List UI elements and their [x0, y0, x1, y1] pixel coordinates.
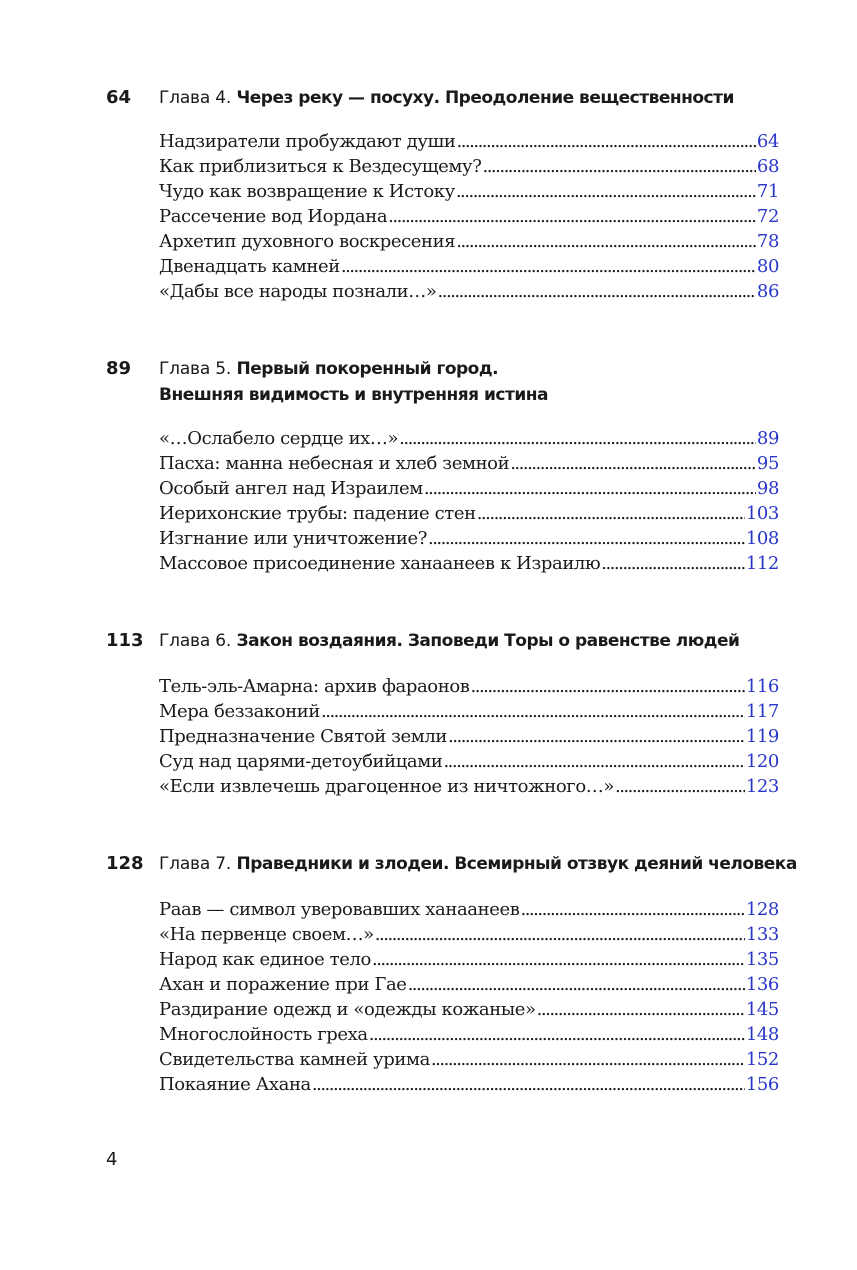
- toc-entry-page[interactable]: 145: [745, 999, 779, 1020]
- toc-entry-page[interactable]: 95: [756, 453, 779, 474]
- toc-entry-title: Архетип духовного воскресения: [159, 231, 456, 252]
- toc-entry[interactable]: [159, 947, 779, 972]
- toc-entry-title: Массовое присоединение ханаанеев к Израилю: [159, 553, 601, 574]
- toc-entry[interactable]: [159, 699, 779, 724]
- toc-entry[interactable]: [159, 179, 779, 204]
- dot-leader: [431, 1047, 745, 1072]
- toc-entry-title: Чудо как возвращение к Истоку: [159, 181, 455, 202]
- toc-entry-page[interactable]: 72: [756, 206, 779, 227]
- chapter-7: [0, 851, 857, 1095]
- toc-entry-list: [159, 426, 779, 576]
- toc-entry-title: «Если извлечешь драгоценное из ничтожного…»: [159, 776, 614, 797]
- chapter-5: [0, 356, 857, 574]
- dot-leader: [477, 501, 745, 526]
- toc-entry-list: [159, 129, 779, 304]
- toc-entry[interactable]: [159, 426, 779, 451]
- toc-entry-page[interactable]: 135: [745, 949, 779, 970]
- toc-entry-page[interactable]: 120: [745, 751, 779, 772]
- dot-leader: [615, 774, 745, 799]
- dot-leader: [456, 179, 756, 204]
- toc-entry-page[interactable]: 152: [745, 1049, 779, 1070]
- dot-leader: [424, 476, 756, 501]
- toc-entry-page[interactable]: 89: [756, 428, 779, 449]
- toc-entry[interactable]: [159, 724, 779, 749]
- dot-leader: [438, 279, 756, 304]
- chapter-title-text: Первый покоренный город.: [236, 359, 499, 379]
- page-number: 4: [106, 1149, 118, 1170]
- toc-entry[interactable]: [159, 451, 779, 476]
- chapter-page-number: 64: [106, 87, 132, 108]
- chapter-4: [0, 85, 857, 302]
- chapter-label: Глава 7.: [159, 854, 232, 874]
- toc-entry-title: Покаяние Ахана: [159, 1074, 311, 1095]
- toc-entry-title: «На первенце своем…»: [159, 924, 374, 945]
- toc-entry-list: [159, 674, 779, 799]
- toc-entry-page[interactable]: 128: [745, 899, 779, 920]
- dot-leader: [375, 922, 745, 947]
- toc-entry-title: Свидетельства камней урима: [159, 1049, 430, 1070]
- toc-entry-title: Раздирание одежд и «одежды кожаные»: [159, 999, 536, 1020]
- toc-entry[interactable]: [159, 129, 779, 154]
- toc-entry-page[interactable]: 112: [745, 553, 779, 574]
- dot-leader: [341, 254, 756, 279]
- toc-entry-title: Надзиратели пробуждают души: [159, 131, 456, 152]
- toc-entry-page[interactable]: 86: [756, 281, 779, 302]
- dot-leader: [537, 997, 745, 1022]
- toc-entry-title: «…Ослабело сердце их…»: [159, 428, 399, 449]
- toc-entry-title: «Дабы все народы познали…»: [159, 281, 437, 302]
- toc-entry[interactable]: [159, 526, 779, 551]
- toc-entry-title: Предназначение Святой земли: [159, 726, 448, 747]
- toc-entry[interactable]: [159, 476, 779, 501]
- toc-entry-page[interactable]: 119: [745, 726, 779, 747]
- chapter-title-text: Через реку — посуху. Преодоление вещественности: [236, 88, 734, 108]
- toc-entry[interactable]: [159, 997, 779, 1022]
- dot-leader: [471, 674, 745, 699]
- chapter-label: Глава 4.: [159, 88, 232, 108]
- chapter-page-number: 89: [106, 358, 132, 379]
- chapter-page-number: 128: [106, 853, 144, 874]
- toc-entry-page[interactable]: 108: [745, 528, 779, 549]
- dot-leader: [510, 451, 756, 476]
- toc-entry[interactable]: [159, 551, 779, 576]
- toc-entry-page[interactable]: 148: [745, 1024, 779, 1045]
- toc-entry[interactable]: [159, 774, 779, 799]
- chapter-heading: [0, 851, 857, 877]
- dot-leader: [369, 1022, 745, 1047]
- toc-entry-page[interactable]: 136: [745, 974, 779, 995]
- chapter-title: [159, 85, 799, 111]
- chapter-title: [159, 356, 799, 408]
- dot-leader: [388, 204, 756, 229]
- chapter-title-text: Праведники и злодеи. Всемирный отзвук деяний человека: [236, 854, 797, 874]
- toc-entry[interactable]: [159, 154, 779, 179]
- dot-leader: [456, 129, 755, 154]
- toc-entry[interactable]: [159, 1047, 779, 1072]
- dot-leader: [443, 749, 744, 774]
- toc-entry-page[interactable]: 68: [756, 156, 779, 177]
- dot-leader: [312, 1072, 745, 1097]
- toc-entry[interactable]: [159, 204, 779, 229]
- dot-leader: [372, 947, 745, 972]
- chapter-title-text: Закон воздаяния. Заповеди Торы о равенстве людей: [236, 631, 740, 651]
- dot-leader: [601, 551, 745, 576]
- toc-entry-title: Раав — символ уверовавших ханаанеев: [159, 899, 520, 920]
- chapter-label: Глава 5.: [159, 359, 232, 379]
- toc-entry-title: Особый ангел над Израилем: [159, 478, 423, 499]
- toc-entry-title: Изгнание или уничтожение?: [159, 528, 427, 549]
- chapter-page-number: 113: [106, 630, 144, 651]
- toc-entry-page[interactable]: 116: [745, 676, 779, 697]
- toc-entry[interactable]: [159, 897, 779, 922]
- toc-entry-page[interactable]: 133: [745, 924, 779, 945]
- toc-entry[interactable]: [159, 1072, 779, 1097]
- toc-entry-page[interactable]: 71: [756, 181, 779, 202]
- toc-entry-page[interactable]: 156: [745, 1074, 779, 1095]
- toc-entry-page[interactable]: 80: [756, 256, 779, 277]
- toc-entry[interactable]: [159, 972, 779, 997]
- chapter-title: [159, 628, 799, 654]
- toc-entry-page[interactable]: 98: [756, 478, 779, 499]
- toc-entry-title: Многослойность греха: [159, 1024, 368, 1045]
- toc-entry[interactable]: [159, 1022, 779, 1047]
- chapter-heading: [0, 356, 857, 405]
- dot-leader: [448, 724, 745, 749]
- toc-entry-page[interactable]: 64: [756, 131, 779, 152]
- toc-entry-page[interactable]: 103: [745, 503, 779, 524]
- toc-entry[interactable]: [159, 229, 779, 254]
- toc-entry-title: Иерихонские трубы: падение стен: [159, 503, 476, 524]
- chapter-title-line2: Внешняя видимость и внутренняя истина: [159, 385, 548, 405]
- toc-entry-list: [159, 897, 779, 1097]
- toc-entry-title: Народ как единое тело: [159, 949, 371, 970]
- toc-entry-title: Тель-эль-Амарна: архив фараонов: [159, 676, 470, 697]
- toc-entry[interactable]: [159, 922, 779, 947]
- chapter-label: Глава 6.: [159, 631, 232, 651]
- dot-leader: [408, 972, 745, 997]
- toc-entry-title: Ахан и поражение при Гае: [159, 974, 407, 995]
- toc-entry[interactable]: [159, 501, 779, 526]
- dot-leader: [456, 229, 756, 254]
- chapter-title: [159, 851, 799, 877]
- toc-entry[interactable]: [159, 279, 779, 304]
- toc-entry-page[interactable]: 117: [745, 701, 779, 722]
- chapter-6: [0, 628, 857, 797]
- toc-entry-title: Пасха: манна небесная и хлеб земной: [159, 453, 510, 474]
- toc-entry[interactable]: [159, 749, 779, 774]
- toc-entry-title: Двенадцать камней: [159, 256, 340, 277]
- dot-leader: [321, 699, 745, 724]
- toc-entry-title: Рассечение вод Иордана: [159, 206, 388, 227]
- toc-entry-page[interactable]: 123: [745, 776, 779, 797]
- toc-entry-page[interactable]: 78: [756, 231, 779, 252]
- chapter-heading: [0, 628, 857, 654]
- chapter-heading: [0, 85, 857, 111]
- toc-entry-title: Как приблизиться к Вездесущему?: [159, 156, 482, 177]
- dot-leader: [520, 897, 744, 922]
- toc-entry-title: Мера беззаконий: [159, 701, 320, 722]
- dot-leader: [428, 526, 745, 551]
- toc-entry[interactable]: [159, 254, 779, 279]
- toc-entry-title: Суд над царями-детоубийцами: [159, 751, 443, 772]
- toc-entry[interactable]: [159, 674, 779, 699]
- dot-leader: [482, 154, 755, 179]
- dot-leader: [399, 426, 756, 451]
